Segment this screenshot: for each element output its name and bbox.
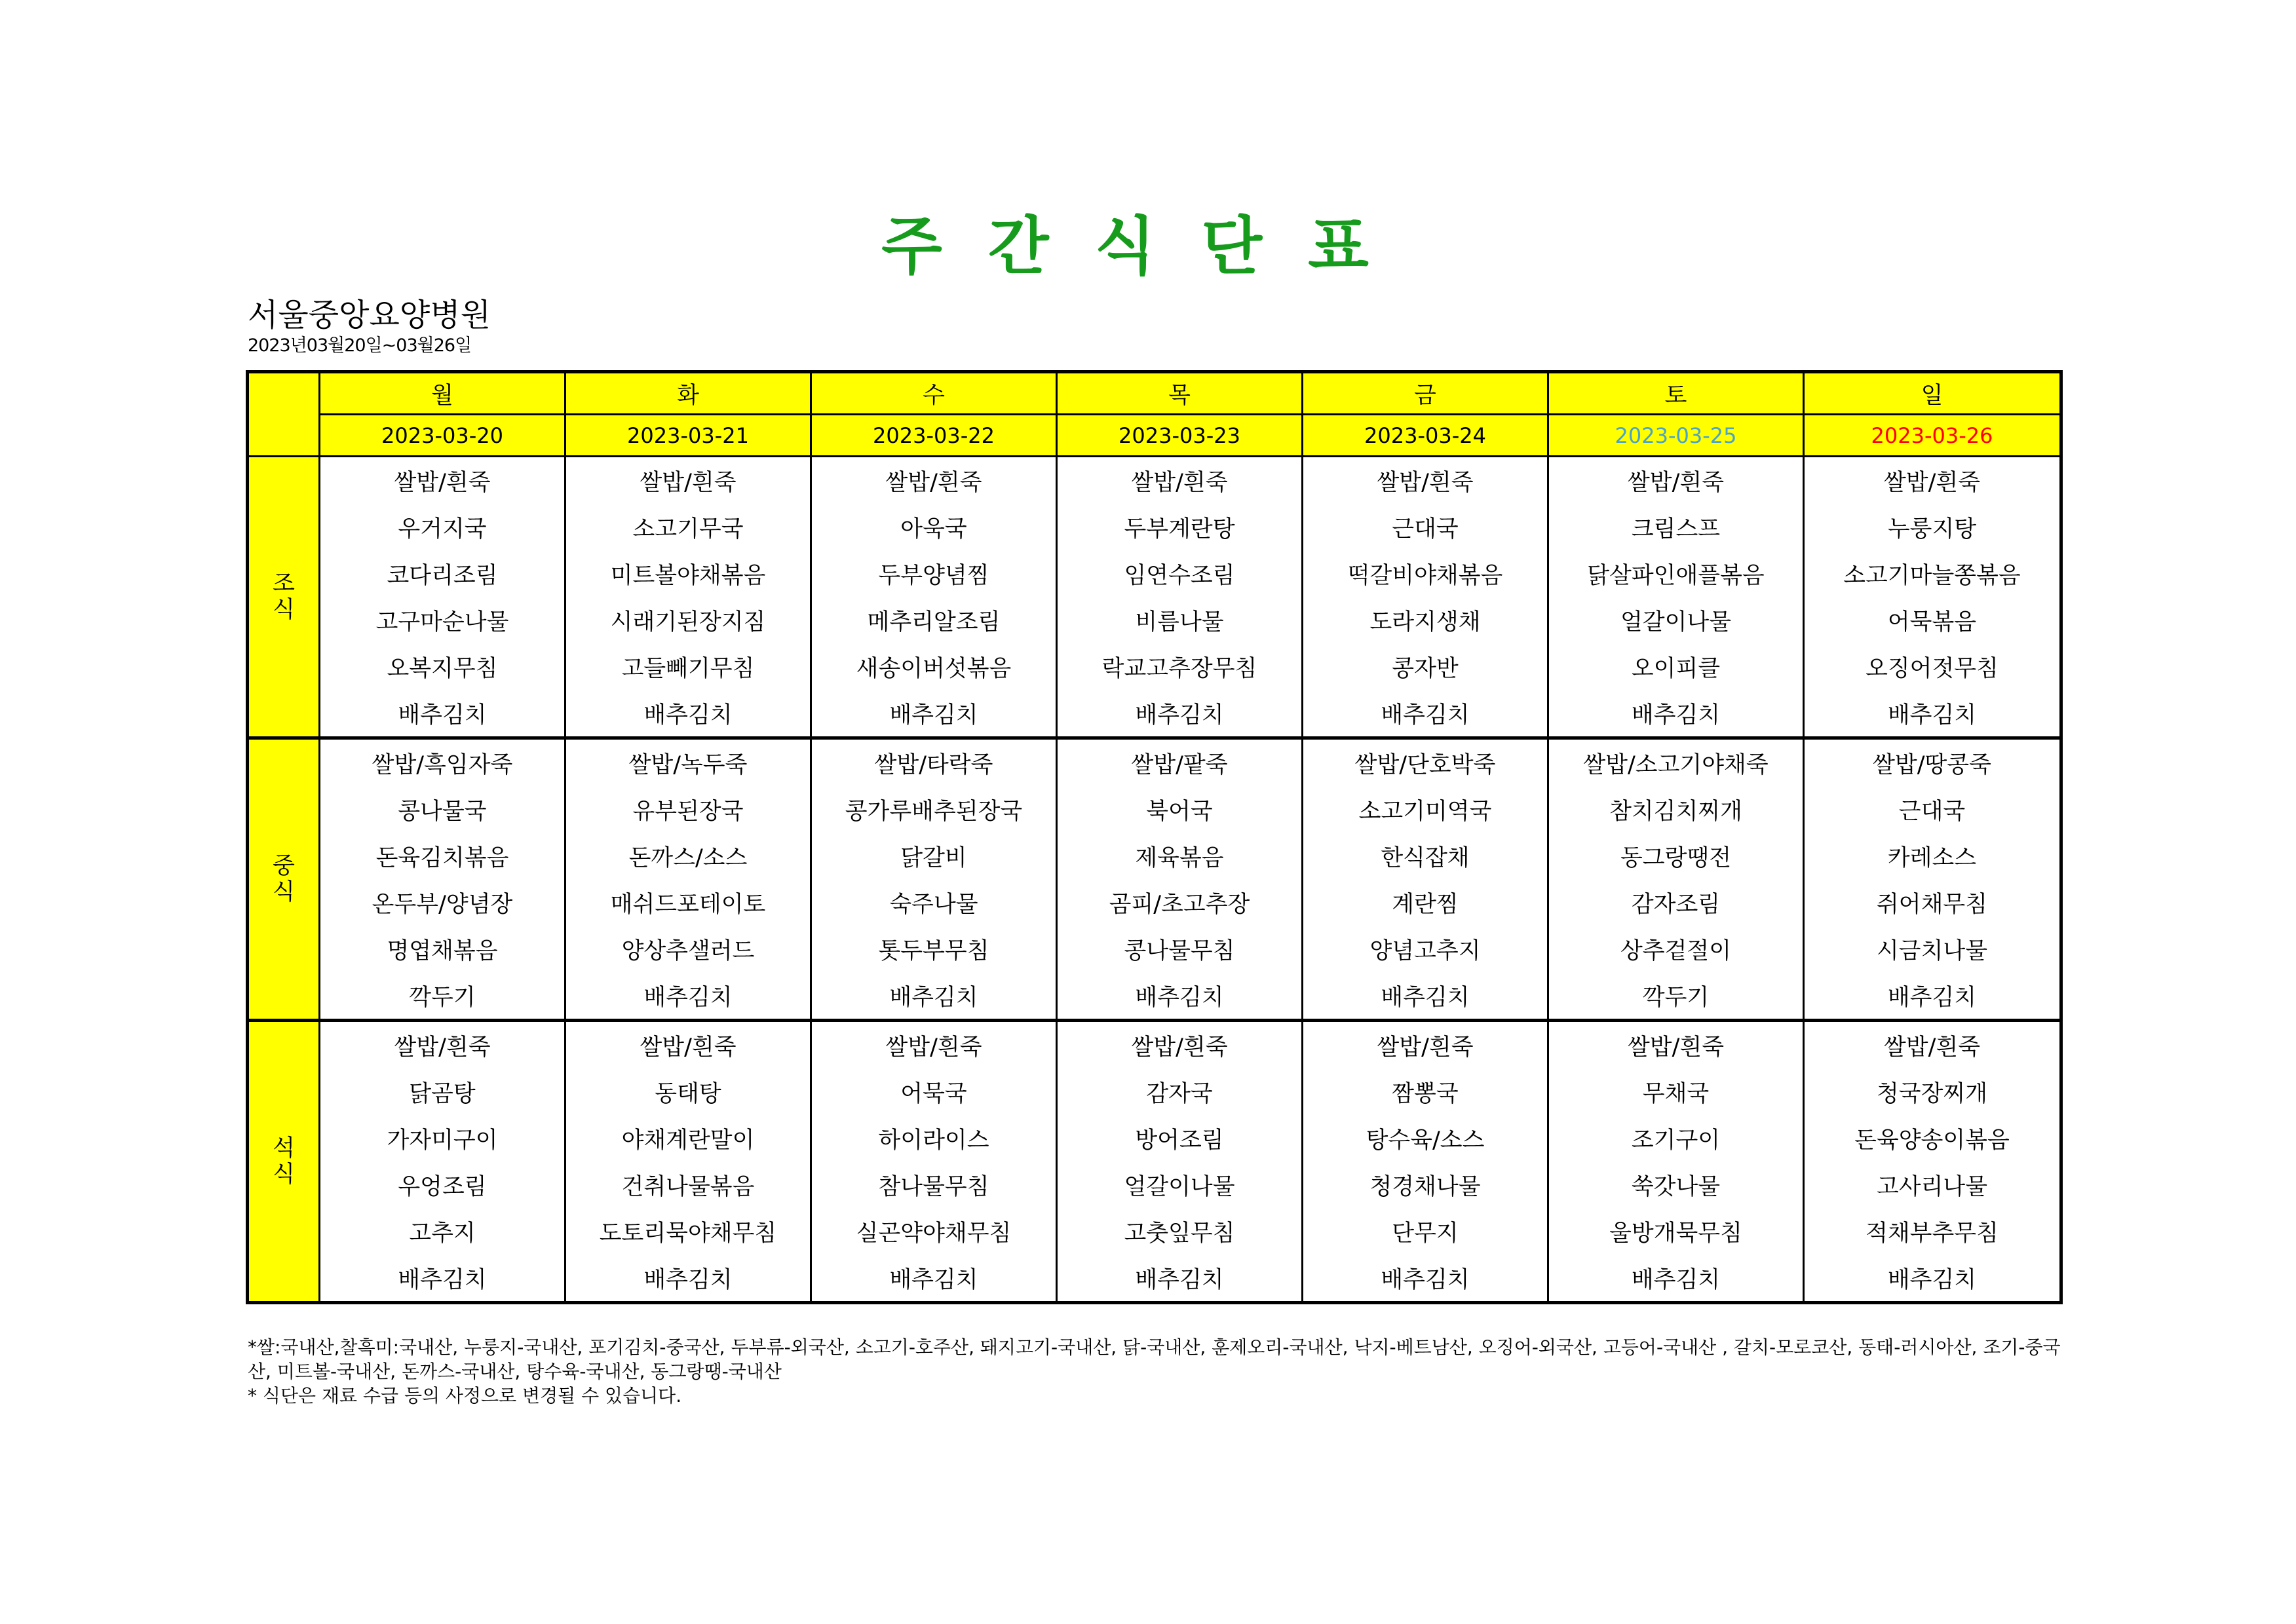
menu-item-breakfast-thu: 쌀밥/흰죽 (1057, 457, 1303, 504)
menu-item-lunch-tue: 돈까스/소스 (565, 833, 811, 879)
menu-item-breakfast-wed: 쌀밥/흰죽 (811, 457, 1057, 504)
menu-item-breakfast-sun: 오징어젓무침 (1804, 643, 2061, 690)
menu-item-breakfast-thu: 배추김치 (1057, 690, 1303, 738)
menu-item-dinner-sun: 적채부추무침 (1804, 1208, 2061, 1255)
menu-item-dinner-fri: 짬뽕국 (1303, 1068, 1548, 1115)
menu-item-breakfast-tue: 시래기된장지짐 (565, 597, 811, 643)
lunch-row (248, 926, 2061, 972)
day-header-sat: 토 (1548, 372, 1804, 415)
menu-item-dinner-sat: 쑥갓나물 (1548, 1161, 1804, 1208)
menu-item-dinner-mon: 쌀밥/흰죽 (320, 1021, 565, 1069)
menu-item-breakfast-thu: 임연수조림 (1057, 550, 1303, 597)
menu-item-lunch-mon: 돈육김치볶음 (320, 833, 565, 879)
date-mon: 2023-03-20 (320, 415, 565, 457)
menu-item-dinner-tue: 쌀밥/흰죽 (565, 1021, 811, 1069)
menu-item-dinner-mon: 가자미구이 (320, 1115, 565, 1161)
lunch-row (248, 833, 2061, 879)
menu-item-dinner-wed: 실곤약야채무침 (811, 1208, 1057, 1255)
menu-item-lunch-thu: 콩나물무침 (1057, 926, 1303, 972)
menu-item-lunch-thu: 쌀밥/팥죽 (1057, 738, 1303, 787)
origin-note: *쌀:국내산,찰흑미:국내산, 누룽지-국내산, 포기김치-중국산, 두부류-외국산, 소고기-호주산, 돼지고기-국내산, 닭-국내산, 훈제오리-국내산, 낙지-베트남산, 오징어-외국산, 고등어-국내산 , 갈치-모로코산, 동태-러시아산, 조기-중국산, 미트볼-국내산, 돈까스-국내산, 탕수육-국내산, 동그랑땡-국내산 (248, 1336, 2061, 1382)
menu-item-dinner-thu: 쌀밥/흰죽 (1057, 1021, 1303, 1069)
menu-item-dinner-tue: 건취나물볶음 (565, 1161, 811, 1208)
menu-item-breakfast-mon: 쌀밥/흰죽 (320, 457, 565, 504)
menu-item-dinner-mon: 닭곰탕 (320, 1068, 565, 1115)
menu-item-dinner-thu: 방어조림 (1057, 1115, 1303, 1161)
breakfast-row (248, 457, 2061, 504)
menu-item-dinner-mon: 배추김치 (320, 1255, 565, 1303)
menu-item-dinner-sat: 무채국 (1548, 1068, 1804, 1115)
lunch-row (248, 972, 2061, 1021)
menu-item-lunch-sat: 동그랑땡전 (1548, 833, 1804, 879)
lunch-row (248, 879, 2061, 926)
dinner-row (248, 1255, 2061, 1303)
dinner-label: 석 식 (248, 1021, 320, 1303)
menu-item-lunch-mon: 콩나물국 (320, 786, 565, 833)
menu-item-dinner-mon: 우엉조림 (320, 1161, 565, 1208)
day-header-mon: 월 (320, 372, 565, 415)
date-sun: 2023-03-26 (1804, 415, 2061, 457)
menu-item-lunch-tue: 양상추샐러드 (565, 926, 811, 972)
menu-item-lunch-wed: 배추김치 (811, 972, 1057, 1021)
menu-item-breakfast-tue: 소고기무국 (565, 504, 811, 550)
dinner-row (248, 1161, 2061, 1208)
menu-item-dinner-tue: 야채계란말이 (565, 1115, 811, 1161)
menu-item-breakfast-thu: 락교고추장무침 (1057, 643, 1303, 690)
menu-item-lunch-wed: 숙주나물 (811, 879, 1057, 926)
menu-item-breakfast-wed: 아욱국 (811, 504, 1057, 550)
menu-item-breakfast-wed: 새송이버섯볶음 (811, 643, 1057, 690)
lunch-row (248, 786, 2061, 833)
menu-item-breakfast-wed: 메추리알조림 (811, 597, 1057, 643)
page-title: 주간식단표 (881, 210, 1415, 283)
day-header-tue: 화 (565, 372, 811, 415)
menu-item-lunch-wed: 톳두부무침 (811, 926, 1057, 972)
dinner-row (248, 1021, 2061, 1069)
lunch-label: 중 식 (248, 738, 320, 1021)
menu-item-dinner-sun: 배추김치 (1804, 1255, 2061, 1303)
menu-item-lunch-mon: 명엽채볶음 (320, 926, 565, 972)
menu-item-breakfast-fri: 근대국 (1303, 504, 1548, 550)
dinner-row (248, 1115, 2061, 1161)
date-fri: 2023-03-24 (1303, 415, 1548, 457)
menu-item-lunch-sat: 참치김치찌개 (1548, 786, 1804, 833)
menu-item-lunch-tue: 유부된장국 (565, 786, 811, 833)
menu-item-lunch-fri: 소고기미역국 (1303, 786, 1548, 833)
menu-item-breakfast-sun: 쌀밥/흰죽 (1804, 457, 2061, 504)
menu-item-lunch-fri: 양념고추지 (1303, 926, 1548, 972)
menu-item-dinner-fri: 단무지 (1303, 1208, 1548, 1255)
day-header-row (248, 372, 2061, 415)
day-header-wed: 수 (811, 372, 1057, 415)
menu-item-breakfast-sat: 오이피클 (1548, 643, 1804, 690)
menu-item-breakfast-tue: 고들빼기무침 (565, 643, 811, 690)
menu-item-lunch-fri: 한식잡채 (1303, 833, 1548, 879)
menu-item-dinner-fri: 청경채나물 (1303, 1161, 1548, 1208)
hospital-name: 서울중앙요양병원 (248, 297, 491, 333)
day-header-sun: 일 (1804, 372, 2061, 415)
menu-item-breakfast-sat: 크림스프 (1548, 504, 1804, 550)
menu-item-dinner-sun: 쌀밥/흰죽 (1804, 1021, 2061, 1069)
date-header-row (248, 415, 2061, 457)
menu-item-dinner-fri: 쌀밥/흰죽 (1303, 1021, 1548, 1069)
menu-item-lunch-fri: 배추김치 (1303, 972, 1548, 1021)
menu-item-lunch-mon: 깍두기 (320, 972, 565, 1021)
menu-item-dinner-thu: 감자국 (1057, 1068, 1303, 1115)
menu-item-dinner-fri: 배추김치 (1303, 1255, 1548, 1303)
menu-item-breakfast-mon: 오복지무침 (320, 643, 565, 690)
dinner-row (248, 1208, 2061, 1255)
breakfast-row (248, 690, 2061, 738)
menu-item-dinner-thu: 고춧잎무침 (1057, 1208, 1303, 1255)
menu-item-lunch-thu: 배추김치 (1057, 972, 1303, 1021)
weekly-menu-table (246, 370, 2063, 1304)
menu-item-lunch-sun: 쥐어채무침 (1804, 879, 2061, 926)
day-header-fri: 금 (1303, 372, 1548, 415)
menu-item-breakfast-thu: 비름나물 (1057, 597, 1303, 643)
menu-item-breakfast-fri: 떡갈비야채볶음 (1303, 550, 1548, 597)
day-header-thu: 목 (1057, 372, 1303, 415)
menu-item-lunch-sat: 상추겉절이 (1548, 926, 1804, 972)
breakfast-label: 조 식 (248, 457, 320, 738)
menu-item-breakfast-mon: 고구마순나물 (320, 597, 565, 643)
menu-period: 2023년03월20일~03월26일 (248, 335, 472, 356)
menu-item-breakfast-fri: 콩자반 (1303, 643, 1548, 690)
menu-item-breakfast-sun: 어묵볶음 (1804, 597, 2061, 643)
menu-item-lunch-sat: 감자조림 (1548, 879, 1804, 926)
lunch-row (248, 738, 2061, 787)
menu-item-breakfast-fri: 도라지생채 (1303, 597, 1548, 643)
menu-item-lunch-wed: 콩가루배추된장국 (811, 786, 1057, 833)
menu-item-breakfast-sat: 닭살파인애플볶음 (1548, 550, 1804, 597)
menu-item-dinner-sun: 고사리나물 (1804, 1161, 2061, 1208)
menu-item-dinner-sat: 조기구이 (1548, 1115, 1804, 1161)
menu-item-dinner-mon: 고추지 (320, 1208, 565, 1255)
menu-item-dinner-sun: 돈육양송이볶음 (1804, 1115, 2061, 1161)
menu-item-dinner-sat: 울방개묵무침 (1548, 1208, 1804, 1255)
date-thu: 2023-03-23 (1057, 415, 1303, 457)
menu-item-lunch-wed: 닭갈비 (811, 833, 1057, 879)
menu-item-lunch-sat: 깍두기 (1548, 972, 1804, 1021)
menu-item-breakfast-thu: 두부계란탕 (1057, 504, 1303, 550)
menu-item-breakfast-fri: 쌀밥/흰죽 (1303, 457, 1548, 504)
date-wed: 2023-03-22 (811, 415, 1057, 457)
menu-item-breakfast-sat: 얼갈이나물 (1548, 597, 1804, 643)
menu-item-breakfast-sat: 배추김치 (1548, 690, 1804, 738)
menu-item-lunch-sun: 쌀밥/땅콩죽 (1804, 738, 2061, 787)
menu-item-lunch-thu: 제육볶음 (1057, 833, 1303, 879)
date-tue: 2023-03-21 (565, 415, 811, 457)
menu-item-breakfast-mon: 배추김치 (320, 690, 565, 738)
menu-item-dinner-wed: 배추김치 (811, 1255, 1057, 1303)
menu-item-dinner-wed: 하이라이스 (811, 1115, 1057, 1161)
menu-item-dinner-fri: 탕수육/소스 (1303, 1115, 1548, 1161)
menu-item-lunch-fri: 쌀밥/단호박죽 (1303, 738, 1548, 787)
menu-item-lunch-sun: 카레소스 (1804, 833, 2061, 879)
dinner-row (248, 1068, 2061, 1115)
change-note: * 식단은 재료 수급 등의 사정으로 변경될 수 있습니다. (248, 1385, 682, 1407)
menu-item-dinner-thu: 얼갈이나물 (1057, 1161, 1303, 1208)
menu-item-dinner-thu: 배추김치 (1057, 1255, 1303, 1303)
menu-item-breakfast-tue: 쌀밥/흰죽 (565, 457, 811, 504)
menu-item-breakfast-mon: 코다리조림 (320, 550, 565, 597)
breakfast-row (248, 643, 2061, 690)
menu-item-dinner-sat: 쌀밥/흰죽 (1548, 1021, 1804, 1069)
menu-item-lunch-sat: 쌀밥/소고기야채죽 (1548, 738, 1804, 787)
menu-item-breakfast-wed: 배추김치 (811, 690, 1057, 738)
menu-item-lunch-wed: 쌀밥/타락죽 (811, 738, 1057, 787)
menu-item-lunch-sun: 근대국 (1804, 786, 2061, 833)
menu-item-breakfast-sat: 쌀밥/흰죽 (1548, 457, 1804, 504)
breakfast-row (248, 504, 2061, 550)
menu-item-dinner-tue: 배추김치 (565, 1255, 811, 1303)
menu-item-breakfast-tue: 배추김치 (565, 690, 811, 738)
menu-item-lunch-fri: 계란찜 (1303, 879, 1548, 926)
menu-item-lunch-thu: 곰피/초고추장 (1057, 879, 1303, 926)
menu-item-dinner-wed: 어묵국 (811, 1068, 1057, 1115)
menu-item-dinner-sun: 청국장찌개 (1804, 1068, 2061, 1115)
menu-item-lunch-thu: 북어국 (1057, 786, 1303, 833)
breakfast-row (248, 550, 2061, 597)
menu-item-dinner-tue: 동태탕 (565, 1068, 811, 1115)
menu-item-breakfast-tue: 미트볼야채볶음 (565, 550, 811, 597)
menu-item-lunch-sun: 시금치나물 (1804, 926, 2061, 972)
menu-item-lunch-sun: 배추김치 (1804, 972, 2061, 1021)
menu-item-lunch-mon: 온두부/양념장 (320, 879, 565, 926)
menu-item-dinner-wed: 쌀밥/흰죽 (811, 1021, 1057, 1069)
menu-item-lunch-mon: 쌀밥/흑임자죽 (320, 738, 565, 787)
breakfast-row (248, 597, 2061, 643)
menu-item-lunch-tue: 쌀밥/녹두죽 (565, 738, 811, 787)
menu-item-dinner-wed: 참나물무침 (811, 1161, 1057, 1208)
menu-item-breakfast-sun: 배추김치 (1804, 690, 2061, 738)
menu-item-lunch-tue: 배추김치 (565, 972, 811, 1021)
header-corner (248, 372, 320, 457)
menu-item-dinner-tue: 도토리묵야채무침 (565, 1208, 811, 1255)
menu-item-breakfast-sun: 소고기마늘쫑볶음 (1804, 550, 2061, 597)
menu-item-breakfast-sun: 누룽지탕 (1804, 504, 2061, 550)
notes (248, 1335, 2063, 1408)
menu-item-breakfast-fri: 배추김치 (1303, 690, 1548, 738)
menu-item-breakfast-wed: 두부양념찜 (811, 550, 1057, 597)
menu-item-dinner-sat: 배추김치 (1548, 1255, 1804, 1303)
menu-item-breakfast-mon: 우거지국 (320, 504, 565, 550)
menu-item-lunch-tue: 매쉬드포테이토 (565, 879, 811, 926)
date-sat: 2023-03-25 (1548, 415, 1804, 457)
